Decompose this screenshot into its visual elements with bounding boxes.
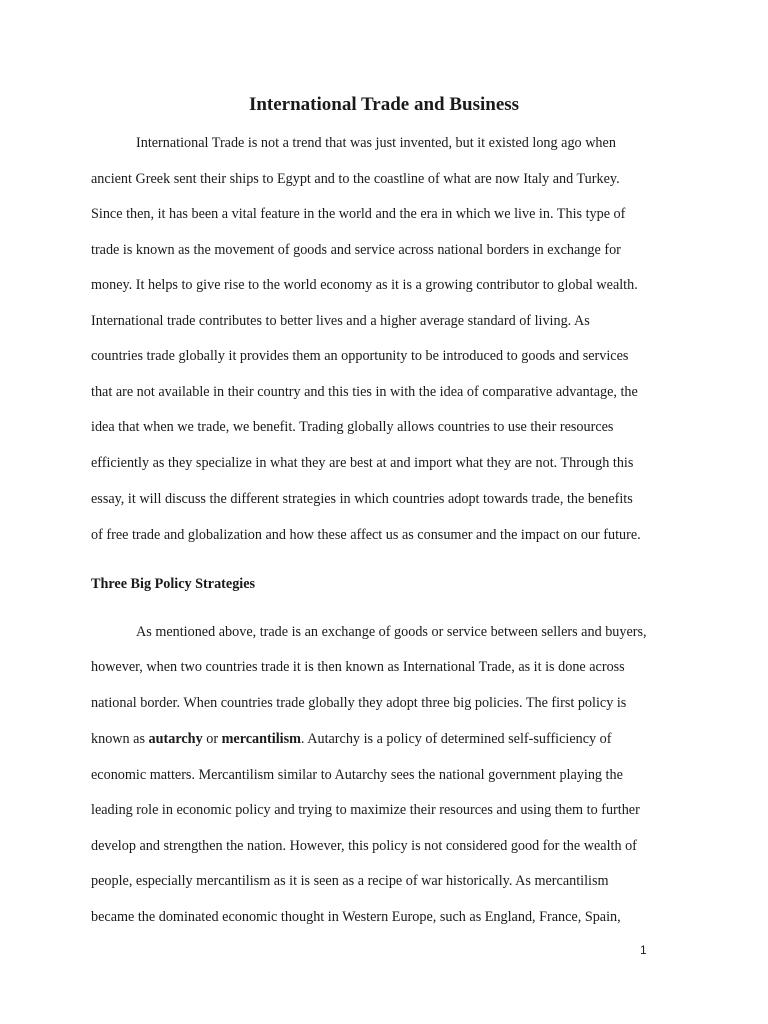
bold-term-mercantilism: mercantilism: [221, 731, 301, 747]
paragraph-line: money. It helps to give rise to the world economy as it is a growing contributor to global wealth.: [91, 277, 638, 293]
paragraph-line: trade is known as the movement of goods and service across national borders in exchange for: [91, 242, 621, 258]
paragraph-line: ancient Greek sent their ships to Egypt and to the coastline of what are now Italy and Turkey.: [91, 171, 620, 187]
paragraph-line: national border. When countries trade globally they adopt three big policies. The first policy is: [91, 695, 627, 711]
paragraph-line: people, especially mercantilism as it is seen as a recipe of war historically. As mercantilism: [91, 873, 609, 889]
paragraph-line: countries trade globally it provides them an opportunity to be introduced to goods and services: [91, 348, 629, 364]
paragraph-line: of free trade and globalization and how these affect us as consumer and the impact on our future.: [91, 527, 641, 543]
paragraph-line: however, when two countries trade it is then known as International Trade, as it is done across: [91, 659, 625, 675]
paragraph-line: efficiently as they specialize in what they are best at and import what they are not. Through this: [91, 455, 634, 471]
bold-term-autarchy: autarchy: [148, 731, 203, 747]
document-title: International Trade and Business: [248, 94, 520, 115]
paragraph-line: leading role in economic policy and trying to maximize their resources and using them to further: [91, 802, 640, 818]
text-span: . Autarchy is a policy of determined self-sufficiency of: [300, 731, 612, 747]
paragraph-line: [91, 729, 612, 749]
text-span: known as: [91, 731, 149, 747]
paragraph-line: idea that when we trade, we benefit. Trading globally allows countries to use their resources: [91, 419, 614, 435]
paragraph-line: essay, it will discuss the different strategies in which countries adopt towards trade, the benefits: [91, 491, 633, 507]
paragraph-line: International Trade is not a trend that was just invented, but it existed long ago when: [136, 135, 616, 151]
paragraph-line: Since then, it has been a vital feature in the world and the era in which we live in. This type of: [91, 206, 626, 222]
section-heading: Three Big Policy Strategies: [91, 576, 256, 592]
paragraph-line: economic matters. Mercantilism similar to Autarchy sees the national government playing the: [91, 767, 623, 783]
paragraph-line: became the dominated economic thought in Western Europe, such as England, France, Spain,: [91, 909, 621, 925]
text-span: or: [202, 731, 222, 747]
paragraph-line: develop and strengthen the nation. However, this policy is not considered good for the wealth of: [91, 838, 637, 854]
paragraph-line: International trade contributes to better lives and a higher average standard of living. As: [91, 313, 590, 329]
paragraph-line: that are not available in their country and this ties in with the idea of comparative advantage, the: [91, 384, 638, 400]
paragraph-line: As mentioned above, trade is an exchange of goods or service between sellers and buyers,: [136, 624, 647, 640]
page-number: 1: [640, 943, 647, 957]
